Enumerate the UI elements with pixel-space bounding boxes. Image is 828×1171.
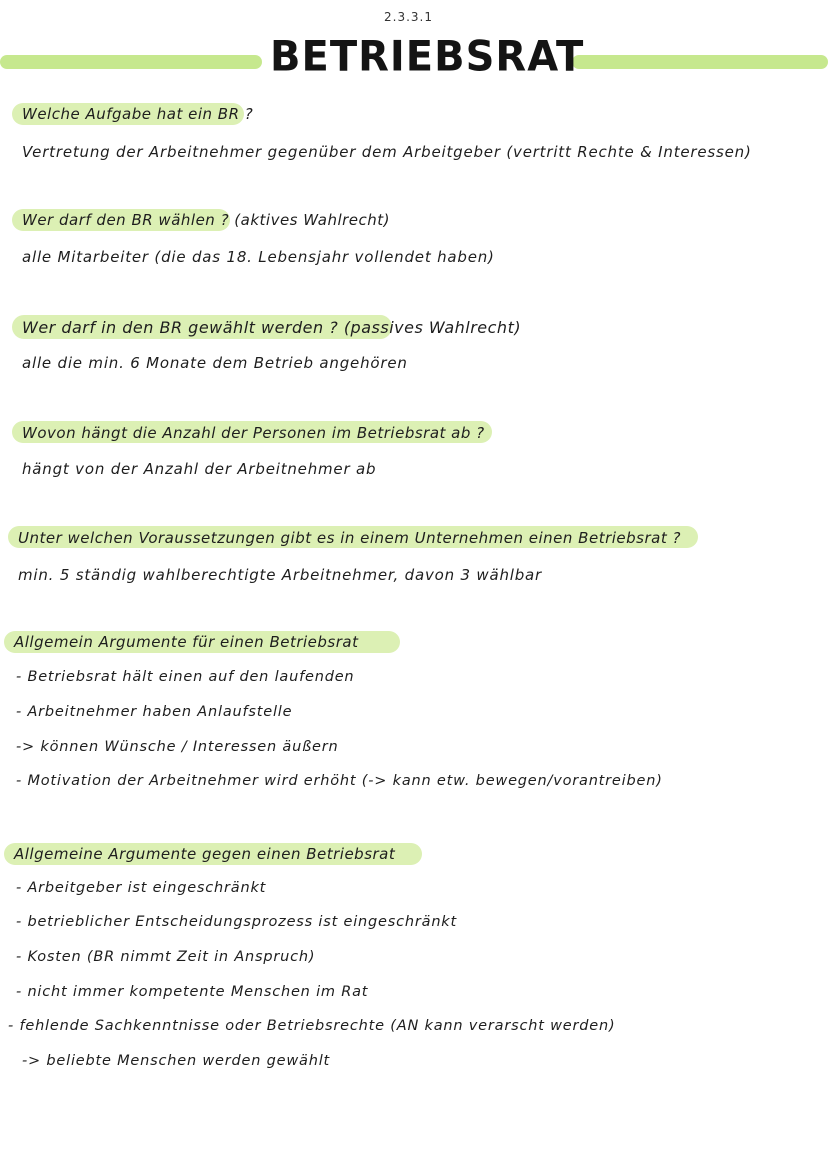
answer-5: min. 5 ständig wahlberechtigte Arbeitnehmer, davon 3 wählbar	[18, 566, 542, 584]
answer-2: alle Mitarbeiter (die das 18. Lebensjahr vollendet haben)	[22, 248, 495, 266]
pro-heading: Allgemein Argumente für einen Betriebsrat	[14, 633, 359, 651]
question-3: Wer darf in den BR gewählt werden ? (passives Wahlrecht)	[22, 318, 522, 337]
contra-item: - Arbeitgeber ist eingeschränkt	[16, 880, 267, 896]
contra-item: -> beliebte Menschen werden gewählt	[22, 1053, 331, 1069]
page-title: BETRIEBSRAT	[270, 32, 585, 82]
answer-1: Vertretung der Arbeitnehmer gegenüber dem Arbeitgeber (vertritt Rechte & Interessen)	[22, 143, 752, 161]
title-bar-right	[572, 55, 828, 69]
answer-3: alle die min. 6 Monate dem Betrieb angehören	[22, 354, 408, 372]
contra-item: - Kosten (BR nimmt Zeit in Anspruch)	[16, 949, 316, 965]
pro-item: - Arbeitnehmer haben Anlaufstelle	[16, 704, 293, 720]
question-2: Wer darf den BR wählen ? (aktives Wahlrecht)	[22, 211, 391, 229]
contra-item: - nicht immer kompetente Menschen im Rat	[16, 984, 369, 1000]
answer-4: hängt von der Anzahl der Arbeitnehmer ab	[22, 460, 377, 478]
title-bar-left	[0, 55, 262, 69]
section-number: 2.3.3.1	[384, 10, 433, 24]
contra-heading: Allgemeine Argumente gegen einen Betriebsrat	[14, 845, 396, 863]
question-1: Welche Aufgabe hat ein BR ?	[22, 105, 254, 123]
question-5: Unter welchen Voraussetzungen gibt es in einem Unternehmen einen Betriebsrat ?	[18, 529, 681, 547]
pro-item: -> können Wünsche / Interessen äußern	[16, 739, 339, 755]
contra-item: - fehlende Sachkenntnisse oder Betriebsrechte (AN kann verarscht werden)	[8, 1018, 616, 1034]
question-4: Wovon hängt die Anzahl der Personen im Betriebsrat ab ?	[22, 424, 485, 442]
pro-item: - Motivation der Arbeitnehmer wird erhöht (-> kann etw. bewegen/vorantreiben)	[16, 773, 663, 789]
pro-item: - Betriebsrat hält einen auf den laufenden	[16, 669, 355, 685]
contra-item: - betrieblicher Entscheidungsprozess ist eingeschränkt	[16, 914, 457, 930]
